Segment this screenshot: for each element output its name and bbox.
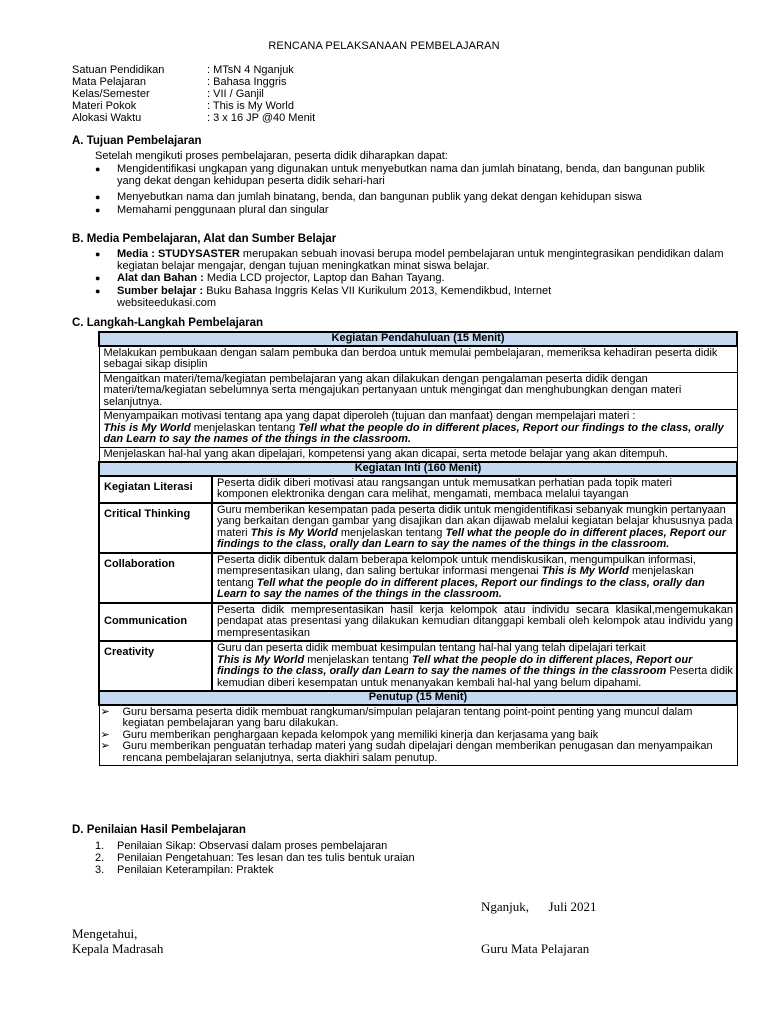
list-item-text: Mengidentifikasi ungkapan yang digunakan untuk menyebutkan nama dan jumlah binatang, benda, dan bangunan publik yang dekat dengan kehidupan peserta didik sehari-hari xyxy=(117,163,705,187)
critical-mid: menjelaskan tentang xyxy=(337,526,446,539)
identity-value: : VII / Ganjil xyxy=(207,88,264,100)
collab-topic: This is My World xyxy=(541,565,629,577)
identity-block xyxy=(72,64,315,124)
bullet-icon: ● xyxy=(95,192,101,202)
inti-header: Kegiatan Inti (160 Menit) xyxy=(99,462,737,476)
section-c-heading: C. Langkah-Langkah Pembelajaran xyxy=(72,317,264,329)
section-b-heading: B. Media Pembelajaran, Alat dan Sumber Belajar xyxy=(72,233,337,245)
penutup-header: Penutup (15 Menit) xyxy=(99,691,737,705)
bullet-icon: ● xyxy=(95,286,101,296)
identity-label: Alokasi Waktu xyxy=(72,112,142,124)
table-row: Menjelaskan hal-hal yang akan dipelajari, kompetensi yang akan dicapai, serta metode belajar yang akan ditempuh. xyxy=(99,447,737,462)
list-item-text: Guru memberikan penghargaan kepada kelompok yang memiliki kinerja dan kerjasama yang baik xyxy=(122,728,599,741)
creat-mid: menjelaskan tentang xyxy=(304,653,412,666)
literasi-label: Kegiatan Literasi xyxy=(99,476,212,503)
identity-row xyxy=(72,76,315,88)
bullet-icon: ● xyxy=(95,205,101,215)
motivasi-topic: This is My World xyxy=(103,421,191,434)
mengetahui-label: Mengetahui, xyxy=(72,926,138,941)
item-number: 3. xyxy=(95,864,105,876)
identity-value: : Bahasa Inggris xyxy=(207,76,287,88)
creat-topic: This is My World xyxy=(217,653,305,666)
media-text: merupakan sebuah inovasi berupa model pembelajaran untuk mengintegrasikan pendidikan dalam kegiatan belajar mengajar, dengan tujuan meningkatkan minat siswa belajar. xyxy=(117,248,724,272)
collab-body: Peserta didik dibentuk dalam beberapa kelompok untuk mendiskusikan, mengumpulkan informasi, mempresentasikan ulang, dan saling bertukar informasi mengenai xyxy=(217,553,696,577)
list-item xyxy=(95,285,617,309)
identity-label: Materi Pokok xyxy=(72,100,137,112)
list-item-text: Menyebutkan nama dan jumlah binatang, benda, dan bangunan publik yang dekat dengan kehidupan siswa xyxy=(117,191,642,203)
creat-text xyxy=(212,641,737,691)
motivasi-detail: Tell what the people do in different places, Report our findings to the class, orally dan Learn to say the names of the things in the classroom. xyxy=(103,421,724,445)
identity-row xyxy=(72,112,315,124)
critical-text xyxy=(212,503,737,553)
list-item-text: Memahami penggunaan plural dan singular xyxy=(117,204,329,216)
creat-tail: Peserta didik kemudian diberi kesempatan untuk menanyakan kembali hal-hal yang belum dipahami. xyxy=(217,665,733,689)
comm-text: Peserta didik mempresentasikan hasil kerja kelompok atau individu secara klasikal,mengemukakan pendapat atas presentasi yang dilakukan kemudian ditanggapi kembali oleh kelompok atau individu yang mempresentasikan xyxy=(212,603,737,642)
list-item-text: Penilaian Keterampilan: Praktek xyxy=(117,864,274,876)
list-item xyxy=(95,852,415,864)
arrow-icon: ➢ xyxy=(100,728,110,741)
list-item-text: Guru bersama peserta didik membuat rangkuman/simpulan pelajaran tentang point-point penting yang muncul dalam kegiatan pembelajaran yang baru dilakukan. xyxy=(122,705,693,729)
literasi-text-1: Peserta didik diberi motivasi atau rangsangan untuk memusatkan perhatian pada topik materi xyxy=(217,476,672,489)
creat-label: Creativity xyxy=(99,641,212,691)
creat-body: Guru dan peserta didik membuat kesimpulan tentang hal-hal yang telah dipelajari terkait xyxy=(217,642,646,654)
penutup-cell xyxy=(99,705,737,766)
list-item-text: Penilaian Pengetahuan: Tes lesan dan tes tulis bentuk uraian xyxy=(117,852,415,864)
list-item xyxy=(95,248,737,272)
critical-detail: Tell what the people do in different places, Report our findings to the class, orally dan Learn to say the names of the things in the classroom. xyxy=(217,526,727,550)
kepala-label: Kepala Madrasah xyxy=(72,941,164,956)
alat-label: Alat dan Bahan : xyxy=(117,272,204,284)
identity-value: : 3 x 16 JP @40 Menit xyxy=(207,112,316,124)
collab-label: Collaboration xyxy=(99,553,212,603)
arrow-icon: ➢ xyxy=(100,705,110,718)
pendahuluan-header: Kegiatan Pendahuluan (15 Menit) xyxy=(99,332,737,346)
sumber-label: Sumber belajar : xyxy=(117,285,204,297)
arrow-icon: ➢ xyxy=(100,740,110,752)
bullet-icon: ● xyxy=(95,249,101,259)
sumber-text: Buku Bahasa Inggris Kelas VII Kurikulum 2013, Kemendikbud, Internet websiteedukasi.com xyxy=(117,285,552,309)
collab-detail: Tell what the people do in different places, Report our findings to the class, orally dan Learn to say the names of the things in the classroom. xyxy=(217,576,705,600)
list-item xyxy=(95,163,717,187)
critical-body: Guru memberikan kesempatan pada peserta didik untuk mengidentifikasi sebanyak mungkin pertanyaan yang berkaitan dengan gambar yang disajikan dan akan dijawab melalui kegiatan belajar khususnya pada materi xyxy=(217,503,733,539)
collab-text xyxy=(212,553,737,603)
alat-text: Media LCD projector, Laptop dan Bahan Tayang. xyxy=(203,272,445,284)
list-item xyxy=(95,864,274,876)
steps-table xyxy=(98,331,738,766)
identity-value: : This is My World xyxy=(207,100,294,112)
list-item xyxy=(95,840,388,852)
identity-label: Mata Pelajaran xyxy=(72,76,146,88)
identity-label: Satuan Pendidikan xyxy=(72,64,165,76)
list-item xyxy=(95,204,717,216)
table-row: Melakukan pembukaan dengan salam pembuka dan berdoa untuk memulai pembelajaran, memeriksa kehadiran peserta didik sebagai sikap disiplin xyxy=(99,346,737,373)
literasi-text-2: komponen elektronika dengan cara melihat, mengamati, membaca melalui tayangan xyxy=(217,488,629,500)
collab-mid: menjelaskan tentang xyxy=(217,565,694,589)
identity-row xyxy=(72,88,315,100)
place-date: Nganjuk, Juli 2021 xyxy=(481,899,597,914)
guru-label: Guru Mata Pelajaran xyxy=(481,941,590,956)
identity-row xyxy=(72,100,315,112)
motivasi-text: Menyampaikan motivasi tentang apa yang dapat diperoleh (tujuan dan manfaat) dengan mempelajari materi : xyxy=(103,410,636,422)
creat-detail: Tell what the people do in different places, Report our findings to the class, orally dan Learn to say the names of the things in the classroom xyxy=(217,653,693,677)
critical-label: Critical Thinking xyxy=(99,503,212,553)
item-number: 2. xyxy=(95,852,105,864)
media-label: Media : STUDYSASTER xyxy=(117,248,240,260)
list-item xyxy=(101,707,734,730)
list-item xyxy=(95,191,737,203)
penutup-list xyxy=(101,707,734,765)
section-a-intro: Setelah mengikuti proses pembelajaran, peserta didik diharapkan dapat: xyxy=(95,150,448,162)
item-number: 1. xyxy=(95,840,105,852)
list-item xyxy=(101,741,734,764)
bullet-icon: ● xyxy=(95,273,101,283)
list-item-text: Penilaian Sikap: Observasi dalam proses pembelajaran xyxy=(117,840,388,852)
identity-value: : MTsN 4 Nganjuk xyxy=(207,64,294,76)
literasi-text xyxy=(212,476,737,503)
list-item-text: Guru memberikan penguatan terhadap materi yang sudah dipelajari dengan memberikan penugasan dan menyampaikan rencana pembelajaran selanjutnya, serta diakhiri salam penutup. xyxy=(122,740,713,764)
identity-row xyxy=(72,64,315,76)
section-a-heading: A. Tujuan Pembelajaran xyxy=(72,135,202,147)
identity-label: Kelas/Semester xyxy=(72,88,150,100)
table-row xyxy=(99,410,737,448)
document-title: RENCANA PELAKSANAAN PEMBELAJARAN xyxy=(268,40,500,52)
motivasi-mid: menjelaskan tentang xyxy=(190,421,299,434)
comm-label: Communication xyxy=(99,603,212,642)
bullet-icon: ● xyxy=(95,164,101,174)
list-item xyxy=(95,272,717,284)
critical-topic: This is My World xyxy=(250,526,338,539)
table-row: Mengaitkan materi/tema/kegiatan pembelajaran yang akan dilakukan dengan pengalaman peserta didik dengan materi/tema/kegiatan sebelumnya serta mengajukan pertanyaan untuk mengingat dan menghubungkan dengan materi selanjutnya. xyxy=(99,372,737,410)
section-d-heading: D. Penilaian Hasil Pembelajaran xyxy=(72,824,246,836)
